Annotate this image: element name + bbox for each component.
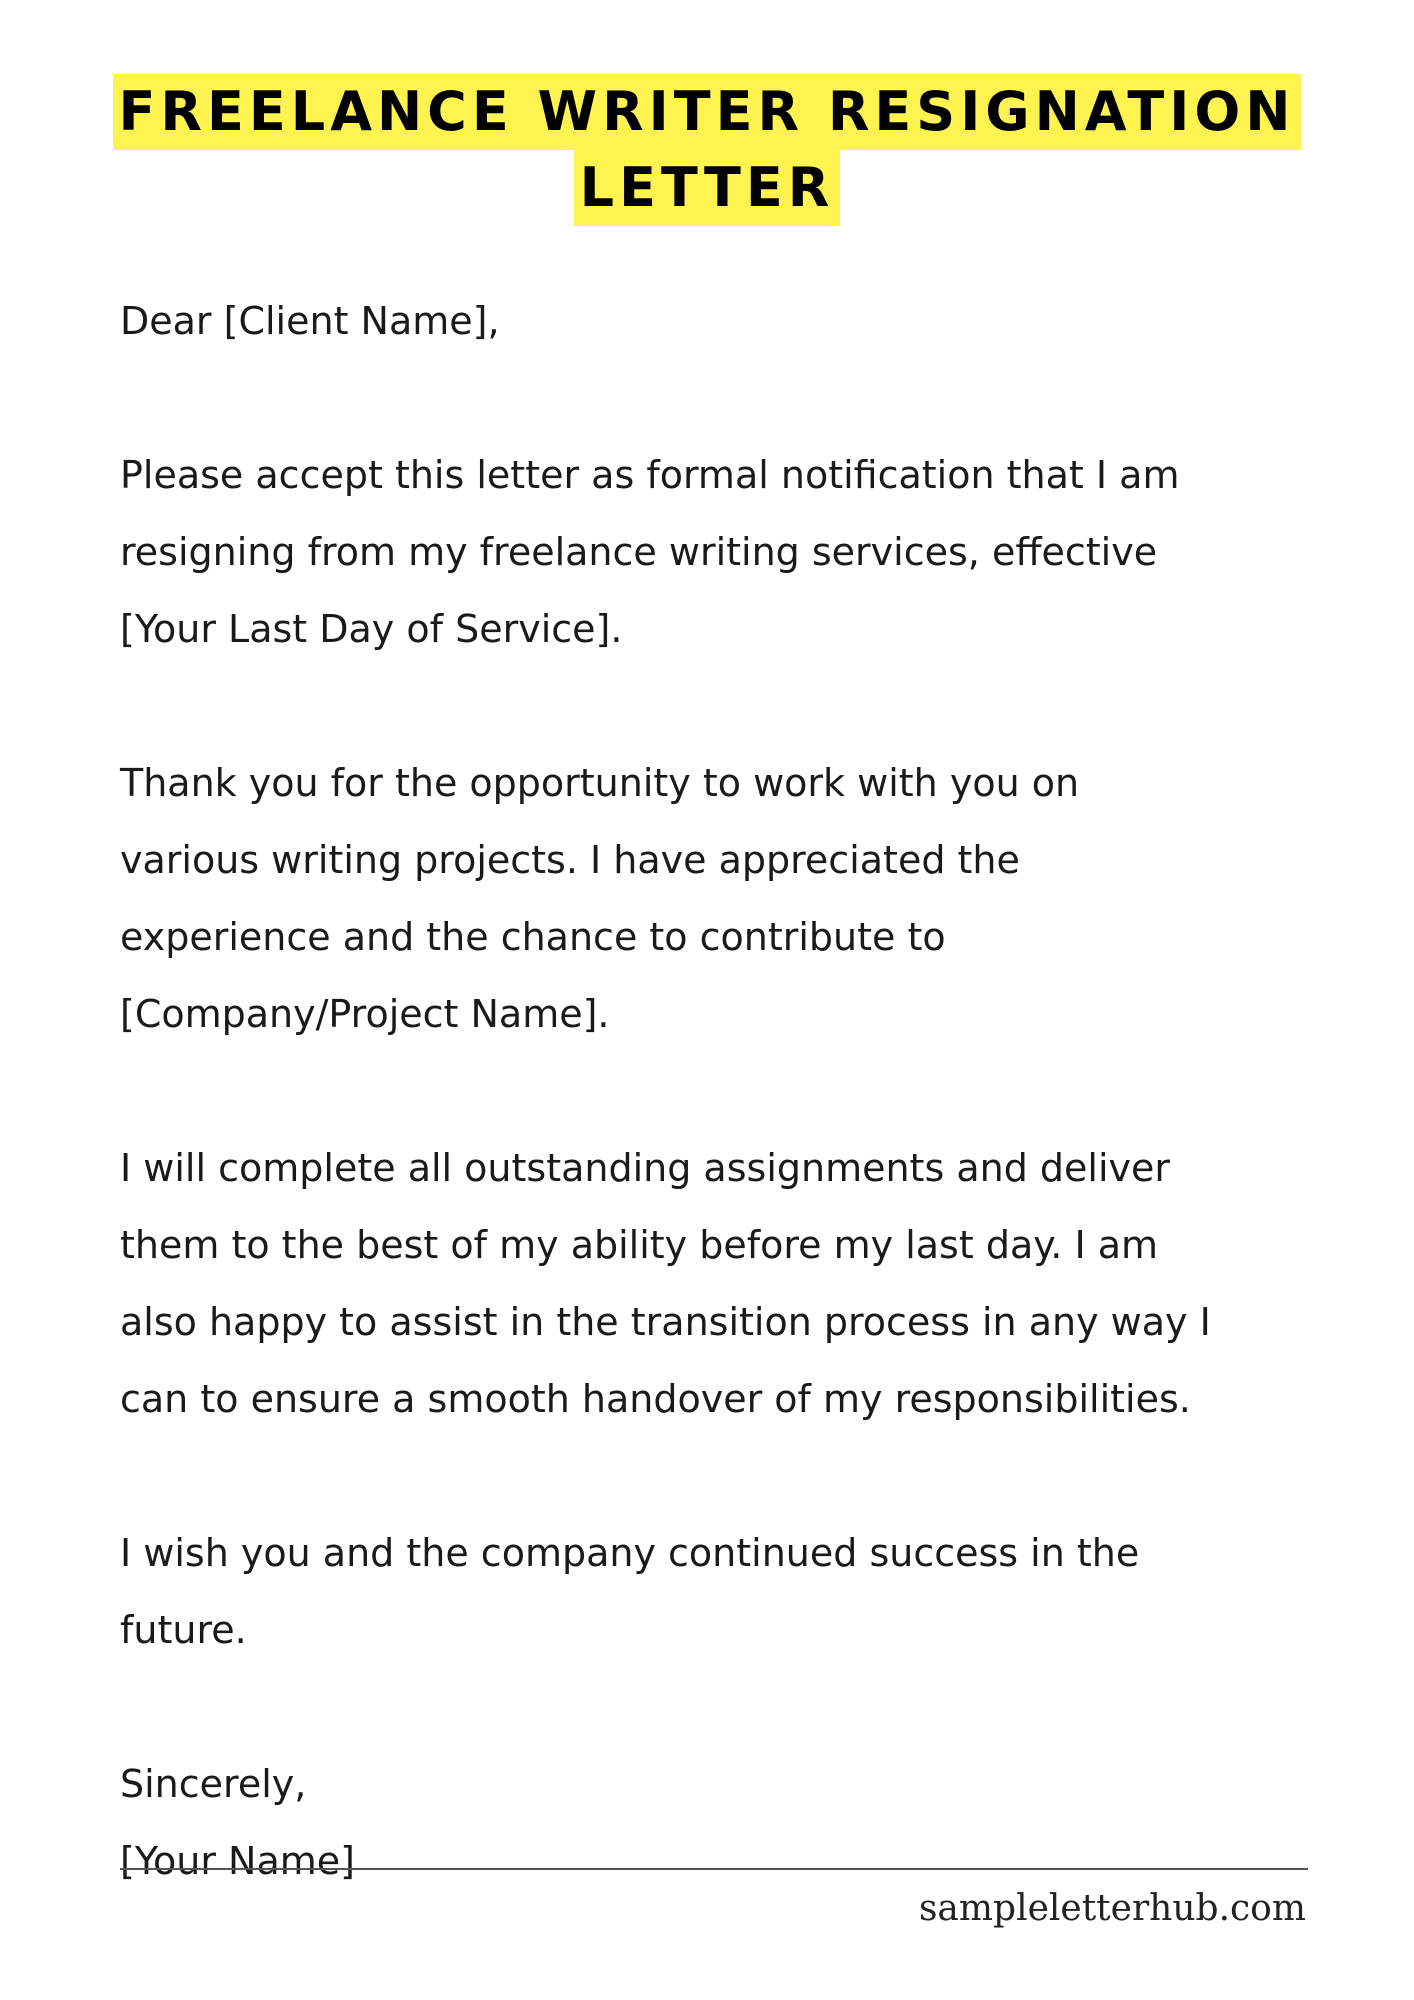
site-watermark: sampleletterhub.com — [918, 1888, 1306, 1929]
paragraph-line: I will complete all outstanding assignments and deliver — [120, 1146, 1171, 1190]
title-line-1: FREELANCE WRITER RESIGNATION — [113, 74, 1302, 150]
paragraph-line: Please accept this letter as formal notification that I am — [120, 453, 1180, 497]
paragraph-line: them to the best of my ability before my last day. I am — [120, 1223, 1159, 1267]
paragraph-4 — [120, 1515, 1350, 1669]
paragraph-line: future. — [120, 1608, 247, 1652]
signature-divider — [120, 1868, 1308, 1870]
salutation: Dear [Client Name], — [120, 299, 500, 343]
paragraph-line: various writing projects. I have appreciated the — [120, 838, 1020, 882]
paragraph-line: experience and the chance to contribute to — [120, 915, 946, 959]
paragraph-line: can to ensure a smooth handover of my responsibilities. — [120, 1377, 1191, 1421]
letter-body — [120, 283, 1350, 1900]
paragraph-line: resigning from my freelance writing services, effective — [120, 530, 1158, 574]
paragraph-line: also happy to assist in the transition process in any way I — [120, 1300, 1211, 1344]
paragraph-3 — [120, 1130, 1350, 1438]
closing: Sincerely, — [120, 1762, 307, 1806]
paragraph-1 — [120, 437, 1350, 668]
page-title — [0, 74, 1414, 226]
paragraph-line: [Your Last Day of Service]. — [120, 607, 623, 651]
signature-name: [Your Name] — [120, 1839, 355, 1883]
paragraph-2 — [120, 745, 1350, 1053]
paragraph-line: [Company/Project Name]. — [120, 992, 610, 1036]
paragraph-line: Thank you for the opportunity to work with you on — [120, 761, 1080, 805]
title-line-2: LETTER — [574, 150, 841, 226]
paragraph-line: I wish you and the company continued success in the — [120, 1531, 1140, 1575]
